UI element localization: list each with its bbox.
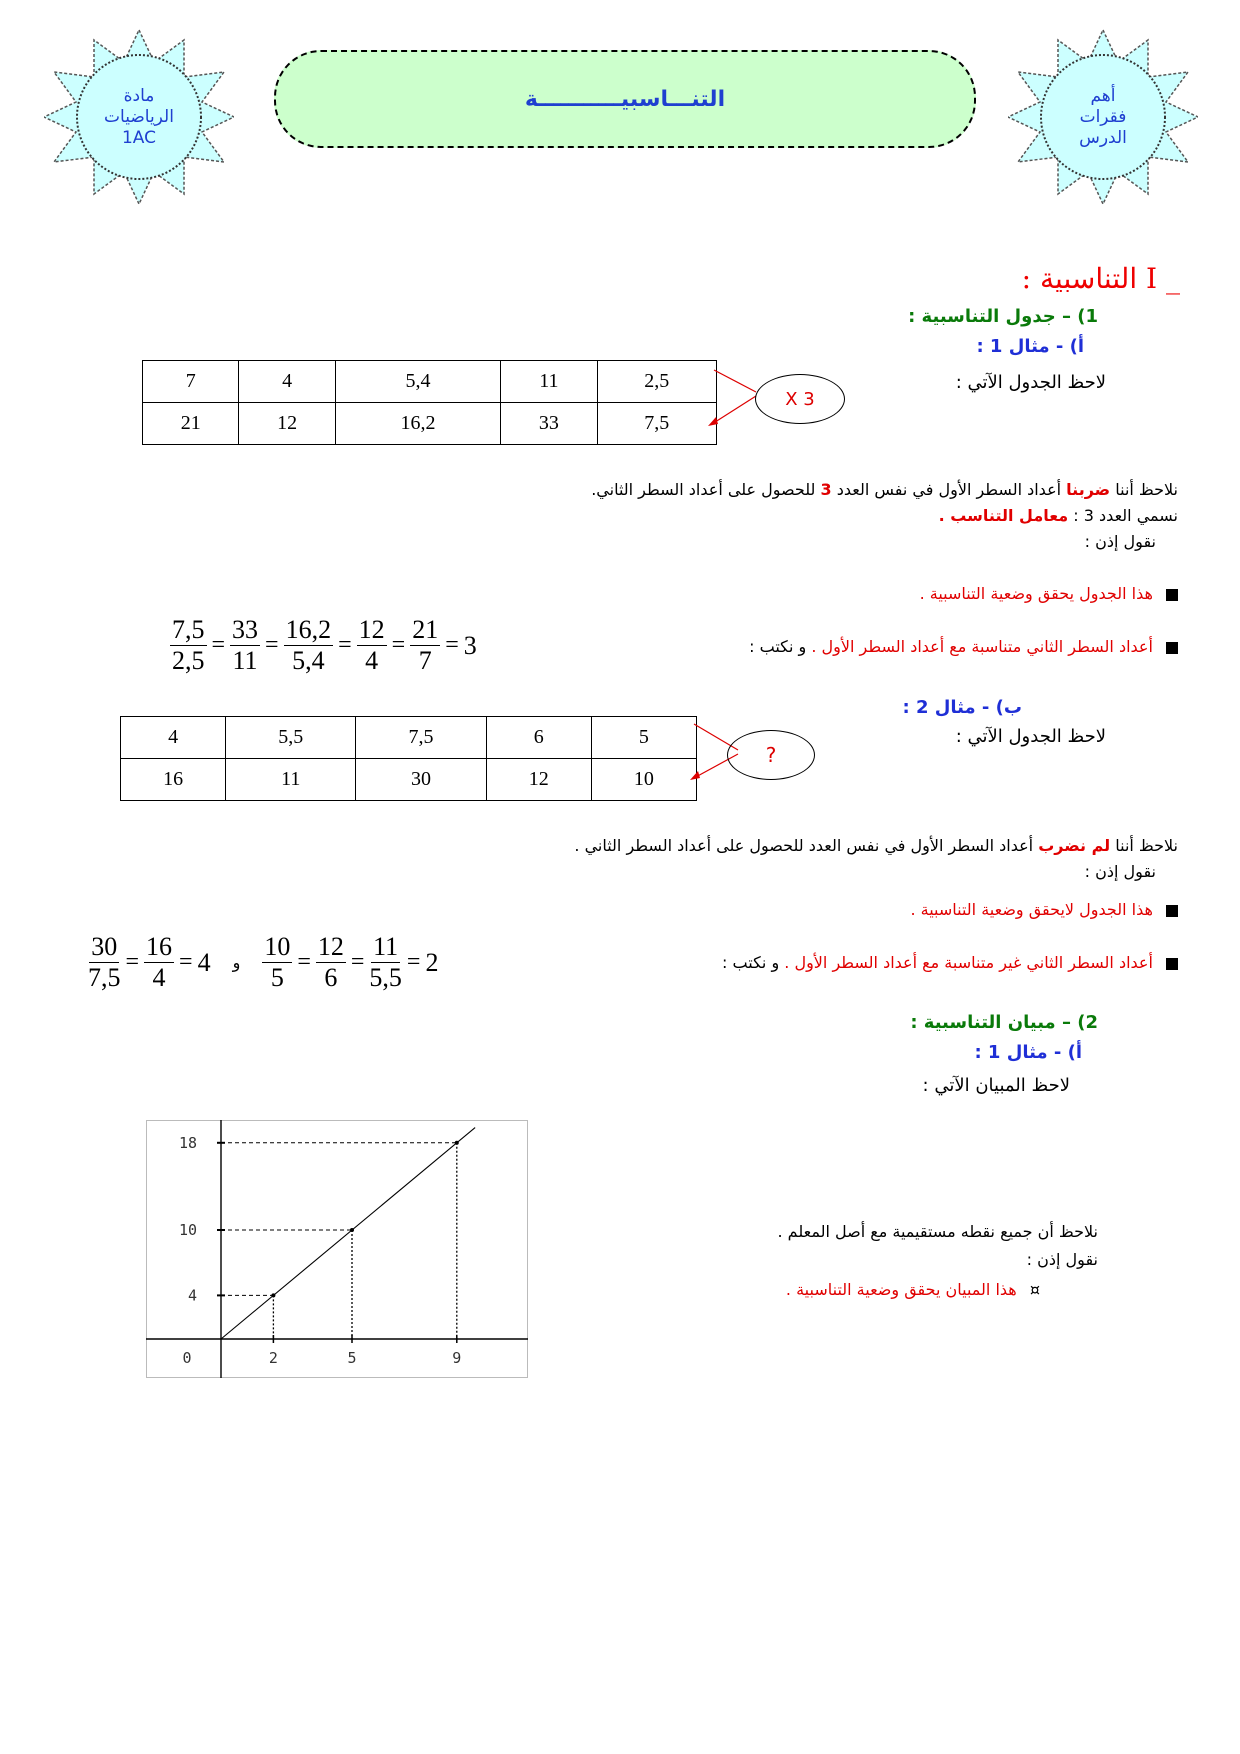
example-label: ب) - مثال 2 :: [902, 697, 1022, 718]
conclusion-lead: نقول إذن :: [1084, 862, 1156, 881]
y-tick-label: 10: [178, 1221, 197, 1239]
bullet-text: هذا الجدول يحقق وضعية التناسبية .: [919, 584, 1153, 603]
table-cell: 5: [591, 717, 696, 759]
currency-bullet-icon: ¤: [1029, 1280, 1040, 1299]
x-tick-label: 0: [182, 1349, 192, 1367]
table-cell: 10: [591, 759, 696, 801]
highlight-number: 3: [820, 480, 832, 499]
bullet-text: أعداد السطر الثاني غير متناسبة مع أعداد السطر الأول .: [784, 953, 1153, 972]
table-cell: 12: [239, 403, 335, 445]
badge-line: مادة: [123, 85, 155, 106]
data-table: [142, 360, 717, 445]
table-cell: 16,2: [335, 403, 500, 445]
proportionality-chart: [146, 1120, 528, 1378]
fraction: [262, 932, 292, 993]
table-cell: 7: [143, 361, 239, 403]
table-cell: 6: [486, 717, 591, 759]
numerator: 12: [358, 615, 385, 644]
text-part: و نكتب :: [722, 953, 780, 972]
table-row: [121, 717, 697, 759]
fraction: [88, 932, 121, 993]
left-badge: [44, 22, 234, 212]
y-tick-label: 4: [187, 1286, 197, 1305]
instruction-text: لاحظ المبيان الآتي :: [922, 1075, 1070, 1096]
text-part: نلاحظ أننا: [1115, 480, 1178, 499]
table-cell: 7,5: [356, 717, 486, 759]
bullet-item: [920, 584, 1178, 603]
graph-observation: نلاحظ أن جميع نقطه مستقيمية مع أصل المعلم .: [777, 1222, 1098, 1241]
equation: $\frac{7,5}{2,5}$ = $\frac{33}{11}$ = $\frac{16,2}{5,4}$ = $\frac{12}{4}$ = $\frac{21}{7}$ = 3: [172, 615, 477, 675]
text-part: أعداد السطر الأول في نفس العدد: [836, 480, 1062, 499]
observation-text: [591, 480, 1178, 499]
badge-line: 1AC: [121, 127, 157, 148]
numerator: 16: [146, 932, 173, 961]
table-cell: 4: [239, 361, 335, 403]
denominator: 2,5: [172, 646, 205, 675]
bullet-item: [722, 953, 1178, 972]
fraction: [230, 615, 260, 676]
badge-line: الرياضيات: [104, 106, 174, 127]
denominator: 4: [152, 963, 166, 992]
fraction: [170, 615, 207, 676]
subsection-title: 1) – جدول التناسبية :: [908, 306, 1098, 327]
table-cell: 2,5: [597, 361, 716, 403]
numerator: 21: [412, 615, 439, 644]
badge-line: فقرات: [1079, 106, 1127, 127]
numerator: 7,5: [172, 615, 205, 644]
denominator: 11: [232, 646, 258, 675]
square-bullet-icon: [1166, 642, 1178, 654]
bullet-text: هذا الجدول لايحقق وضعية التناسبية .: [910, 900, 1153, 919]
observation-text: [574, 836, 1178, 855]
naming-text: [939, 506, 1178, 525]
text-part: نلاحظ أننا: [1115, 836, 1178, 855]
section-title: التناسبية :: [1021, 262, 1138, 295]
table-cell: 5,4: [335, 361, 500, 403]
y-tick-label: 18: [178, 1133, 197, 1152]
table-row: [121, 759, 697, 801]
bullet-text: هذا المبيان يحقق وضعية التناسبية .: [785, 1280, 1017, 1299]
numerator: 12: [317, 932, 344, 961]
table-cell: 11: [226, 759, 356, 801]
table-row: [143, 403, 717, 445]
instruction-text: لاحظ الجدول الآتي :: [955, 726, 1106, 747]
table-cell: 16: [121, 759, 226, 801]
conjunction: و: [232, 953, 241, 972]
denominator: 5: [270, 963, 284, 992]
table-cell: 33: [501, 403, 597, 445]
square-bullet-icon: [1166, 589, 1178, 601]
bullet-item: [749, 637, 1178, 656]
square-bullet-icon: [1166, 958, 1178, 970]
fraction: [369, 932, 402, 993]
multiplier-oval: X 3: [755, 374, 845, 424]
example-label: أ) - مثال 1 :: [976, 336, 1084, 357]
badge-line: الدرس: [1079, 127, 1127, 148]
fraction: [316, 932, 346, 993]
section-heading: [1022, 262, 1180, 295]
text-part: للحصول على أعداد السطر الثاني.: [591, 480, 816, 499]
numerator: 11: [373, 932, 399, 961]
highlight-word: لم نضرب: [1038, 836, 1111, 855]
badge-line: أهم: [1090, 85, 1116, 106]
equation: $\frac{30}{7,5}$ = $\frac{16}{4}$ = 4 و $\frac{10}{5}$ = $\frac{12}{6}$ = $\frac{11}{5,5}$ = 2: [88, 932, 439, 992]
section-numeral: I _: [1146, 262, 1180, 295]
table-cell: 4: [121, 717, 226, 759]
denominator: 6: [324, 963, 338, 992]
conclusion-lead: نقول إذن :: [1084, 532, 1156, 551]
denominator: 7,5: [88, 963, 121, 992]
denominator: 4: [365, 646, 379, 675]
numerator: 16,2: [285, 615, 332, 644]
fraction: [357, 615, 387, 676]
denominator: 5,5: [369, 963, 402, 992]
highlight-word: ضربنا: [1066, 480, 1111, 499]
denominator: 5,4: [292, 646, 325, 675]
bullet-text: أعداد السطر الثاني متناسبة مع أعداد السطر الأول .: [811, 637, 1153, 656]
text-part: أعداد السطر الأول في نفس العدد للحصول على أعداد السطر الثاني .: [574, 836, 1034, 855]
equation-result: 3: [463, 630, 477, 660]
page-title: التنـــاسبيـــــــــــة: [524, 86, 726, 112]
table-cell: 21: [143, 403, 239, 445]
table-cell: 11: [501, 361, 597, 403]
table-cell: 12: [486, 759, 591, 801]
text-part: و نكتب :: [749, 637, 807, 656]
bullet-item: [910, 900, 1178, 919]
square-bullet-icon: [1166, 905, 1178, 917]
fraction: [284, 615, 334, 676]
table-row: [143, 361, 717, 403]
equation-result: 2: [425, 947, 439, 977]
bullet-item: [786, 1280, 1040, 1299]
equation-result: 4: [197, 947, 211, 977]
x-tick-label: 2: [268, 1349, 278, 1367]
instruction-text: لاحظ الجدول الآتي :: [955, 372, 1106, 393]
title-banner: [274, 50, 976, 148]
example-label: أ) - مثال 1 :: [974, 1042, 1082, 1063]
right-badge: [1008, 22, 1198, 212]
arrow-connector-icon: [700, 360, 760, 430]
denominator: 7: [418, 646, 432, 675]
numerator: 30: [91, 932, 118, 961]
x-tick-label: 9: [452, 1349, 462, 1367]
text-part: نسمي العدد 3 :: [1073, 506, 1178, 525]
fraction: [410, 615, 440, 676]
table-cell: 30: [356, 759, 486, 801]
highlight-term: معامل التناسب .: [938, 506, 1069, 525]
table-cell: 5,5: [226, 717, 356, 759]
table-cell: 7,5: [597, 403, 716, 445]
numerator: 33: [232, 615, 259, 644]
unknown-oval: ?: [727, 730, 815, 780]
numerator: 10: [264, 932, 291, 961]
x-tick-label: 5: [347, 1349, 357, 1367]
conclusion-lead: نقول إذن :: [1026, 1250, 1098, 1269]
fraction: [144, 932, 174, 993]
data-table: [120, 716, 697, 801]
subsection-title: 2) – مبيان التناسبية :: [910, 1012, 1098, 1033]
